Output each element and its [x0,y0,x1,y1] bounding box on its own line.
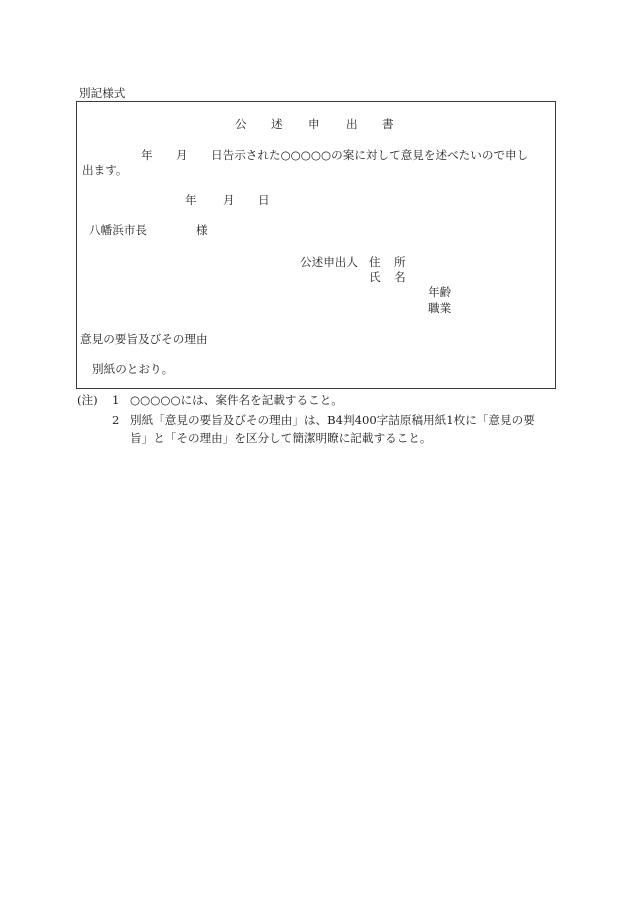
note-text: 別紙「意見の要旨及びその理由」は、B4判400字詰原稿用紙1枚に「意見の要 [130,413,535,427]
name-label-2: 名 [394,270,406,284]
note-number: 1 [112,393,120,407]
date-year: 年 [185,193,197,207]
note-number: 2 [112,413,120,427]
opinion-body: 別紙のとおり。 [92,362,174,376]
addressee-name: 八幡浜市長 [89,223,147,237]
intro-sentence-continued: 出ます。 [82,163,128,177]
note-text-continued: 旨」と「その理由」を区分して簡潔明瞭に記載すること。 [130,431,432,445]
note-text: ○○○○○には、案件名を記載すること。 [130,393,343,407]
title-char: 公 [235,117,247,131]
intro-year: 年 [141,148,153,162]
title-char: 述 [271,117,283,131]
address-label-1: 住 [369,255,381,269]
addressee-honorific: 様 [196,223,208,237]
title-char: 申 [308,117,320,131]
opinion-heading: 意見の要旨及びその理由 [80,332,208,346]
form-appendix-label: 別記様式 [79,86,126,100]
date-month: 月 [223,193,235,207]
intro-month: 月 [176,148,188,162]
intro-sentence: 日告示された○○○○○の案に対して意見を述べたいので申し [211,148,529,162]
date-day: 日 [258,193,270,207]
notes-label: (注) [77,393,98,407]
title-char: 書 [382,117,394,131]
name-label-1: 氏 [369,270,381,284]
applicant-label: 公述申出人 [300,255,358,269]
address-label-2: 所 [394,255,406,269]
occupation-label: 職業 [428,301,452,315]
title-char: 出 [346,117,358,131]
age-label: 年齢 [428,285,452,299]
